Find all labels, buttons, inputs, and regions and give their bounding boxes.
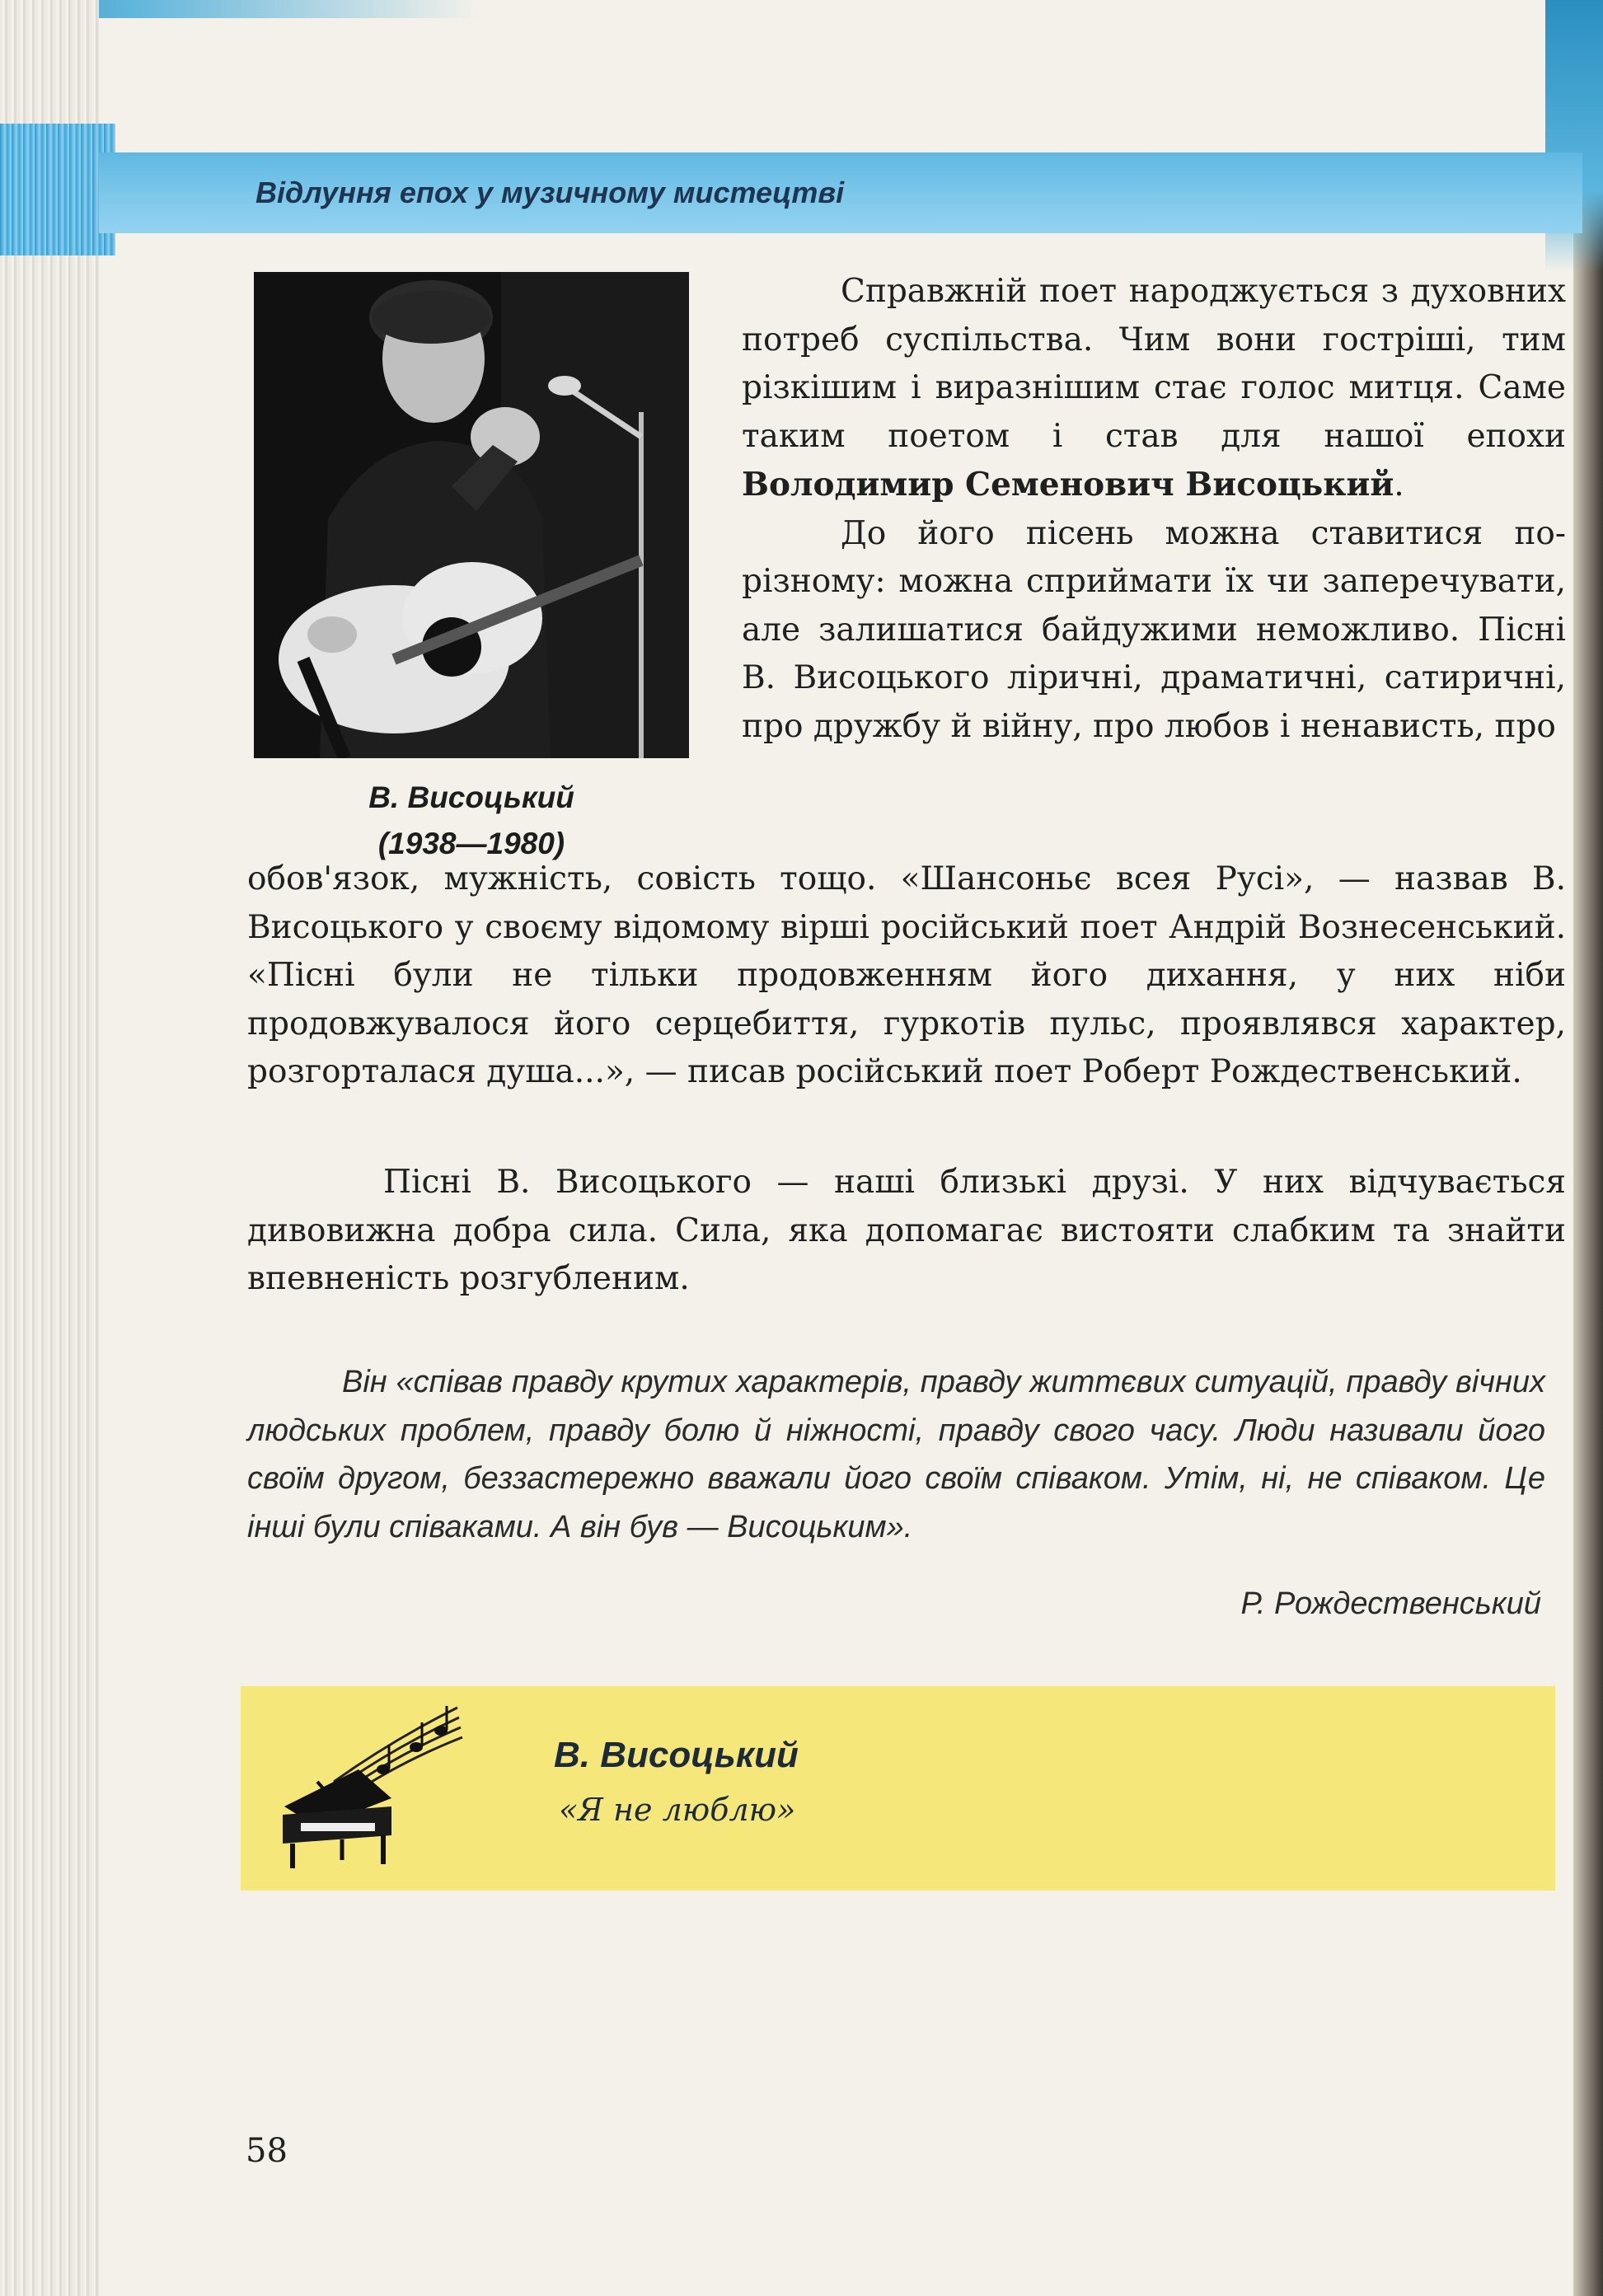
piano-music-icon [268, 1691, 466, 1872]
caption-name: В. Висоцький [368, 780, 574, 814]
highlighted-name: Володимир Семенович Висоцький [742, 466, 1394, 504]
top-edge-decoration [0, 0, 1603, 18]
paragraph-1-start: Справжній поет народжується з духовних потреб суспільства. Чим вони гостріші, тим різкішим і виразнішим стає голос митця. Саме таким поетом і став для нашої епохи [742, 273, 1566, 455]
paragraph-1 [742, 268, 1566, 510]
page-stack-edge [0, 0, 99, 2296]
paragraph-2: До його пісень можна ставитися по-різному: можна сприймати їх чи заперечувати, але залишатися байдужими неможливо. Пісні В. Висоцького ліричні, драматичні, сатиричні, про дружбу й війну, про любов і ненависть, про [742, 514, 1566, 745]
caption-years: (1938—1980) [377, 827, 565, 860]
photo-caption [254, 775, 689, 867]
chapter-header-title: Відлуння епох у музичному мистецтві [255, 176, 845, 209]
paragraph-2-continued: обов'язок, мужність, совість тощо. «Шансоньє всея Русі», — назвав В. Висоцького у своєму відомому вірші російський поет Андрій Вознесенський. «Пісні були не тільки продовженням його дихання, у них ніби продовжувалося його серцебиття, гуркотів пульс, проявлявся характер, розгорталася душа...», — писав російський поет Роберт Рождественський. [247, 860, 1566, 1090]
page-stack-blue-edge [0, 124, 115, 255]
book-spine-shadow [1573, 0, 1603, 2296]
page-number: 58 [246, 2132, 288, 2170]
body-text-wrapped [742, 268, 1566, 751]
quote-text: Він «співав правду крутих характерів, правду життєвих ситуацій, правду вічних людських проблем, правду болю й ніжності, правду свого часу. Люди називали його своїм другом, беззастережно вважали його своїм співаком. Утім, ні, не співаком. Це інші були співаками. А він був — Висоцьким». [247, 1365, 1545, 1544]
paragraph-1-end: . [1394, 466, 1404, 504]
quote-author: Р. Рождественський [1240, 1586, 1541, 1621]
listening-song-title: «Я не люблю» [559, 1792, 796, 1828]
portrait-photo [254, 272, 689, 758]
listening-composer: В. Висоцький [554, 1735, 799, 1775]
portrait-illustration [254, 272, 689, 758]
paragraph-3: Пісні В. Висоцького — наші близькі друзі. У них відчувається дивовижна добра сила. Сила, яка допомагає вистояти слабким та знайти впевненість розгубленим. [247, 1164, 1566, 1297]
